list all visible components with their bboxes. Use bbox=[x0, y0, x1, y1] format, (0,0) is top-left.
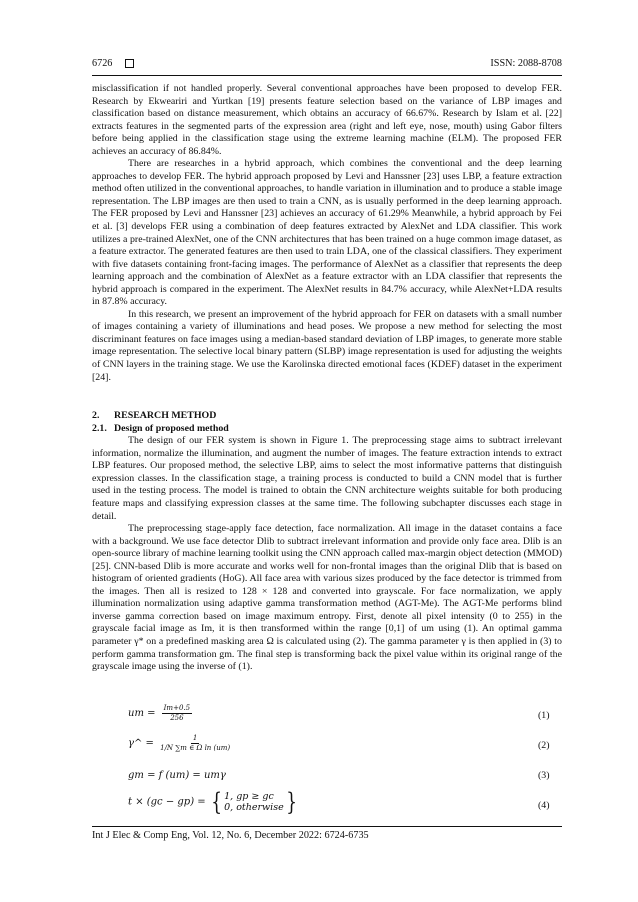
equation-2 bbox=[128, 734, 230, 753]
subsection-title: Design of proposed method bbox=[114, 422, 229, 434]
equation-1 bbox=[128, 704, 192, 723]
fraction bbox=[160, 734, 230, 753]
case-2: 0, otherwise bbox=[224, 802, 284, 813]
case-1: 1, gp ≥ gc bbox=[224, 791, 274, 802]
equation-lhs: um = bbox=[128, 708, 156, 719]
square-icon bbox=[125, 59, 134, 68]
paragraph: The preprocessing stage-apply face detection, face normalization. All image in the dataset contains a face with a background. We use face detector Dlib to subtract irrelevant information and provide only face area. Dlib is an open-source library of machine learning toolkit using the CNN approach called max-margin object detection (MMOD) [25]. CNN-based Dlib is more accurate and works well for non-frontal images than the original Dlib that is based on histogram of oriented gradients (HoG). All face area with various sizes produced by the face detector is trimmed from the images. Then all is resized to 128 × 128 and converted into grayscale. For face normalization, we apply illumination normalization using adaptive gamma transformation method (AGT-Me). The AGT-Me performs blind inverse gamma correction based on image maximum entropy. First, denote all pixel intensity (0 to 255) in the grayscale facial image as Im, it is then transformed within the range [0,1] of um using (1). An optimal gamma parameter γ* on a predefined masking area Ω is calculated using (2). The gamma parameter γ is then applied in (3) to perform gamma transformation gm. The final step is transforming back the pixel value within its original range of the grayscale image using the inverse of (1). bbox=[92, 523, 562, 673]
equation-number: (2) bbox=[538, 740, 550, 751]
page-number: 6726 bbox=[92, 58, 113, 69]
equation-number: (1) bbox=[538, 710, 550, 721]
section-number: 2. bbox=[92, 410, 100, 422]
paragraph: In this research, we present an improvement of the hybrid approach for FER on datasets with a small number of images containing a variety of illuminations and head poses. We propose a new method for selecting the most discriminant features on face images using a median-based standard deviation of LBP images, to generate more stable image representation. The selective local binary pattern (SLBP) image representation is used for adjusting the weights of CNN layers in the training stage. We use the Karolinska directed emotional faces (KDEF) dataset in the experiment [24]. bbox=[92, 308, 562, 383]
denominator: 256 bbox=[170, 714, 184, 722]
running-header bbox=[92, 58, 562, 72]
equation-number: (3) bbox=[538, 770, 550, 781]
section-title: RESEARCH METHOD bbox=[114, 410, 217, 422]
section-heading bbox=[92, 410, 562, 423]
denominator: 1/N ∑m ∈ Ω ln (um) bbox=[160, 744, 231, 752]
paragraph: There are researches in a hybrid approach, which combines the conventional and the deep learning approaches to develop FER. The hybrid approach proposed by Levi and Hanssner [23] uses LBP, a feature extraction method often utilized in the conventional approaches, to handle variation in illumination and to produce a stable image representation. The LBP images are then used to train a CNN, as is usually performed in the deep learning approach. The FER proposed by Levi and Hanssner [23] achieves an accuracy of 61.29% Meanwhile, a hybrid approach by Fei et al. [3] develops FER using a combination of deep features extracted by AlexNet and LDA classifier. This work utilizes a pre-trained AlexNet, one of the CNN architectures that has been trained on a huge common image dataset, as a feature extractor. The generated features are then used to train LDA, one of the classical classifiers. They experiment with five datasets containing front-facing images. The performance of AlexNet as a classifier that represents the deep learning approach and the combination of AlexNet as a feature extractor with an LDA classifier that represents the hybrid approach is compared in the experiment. The AlexNet results in 84.7% accuracy, while AlexNet+LDA results in 87.8% accuracy. bbox=[92, 158, 562, 308]
cases-brace: { 1, gp ≥ gc 0, otherwise } bbox=[211, 788, 297, 816]
fraction bbox=[162, 704, 192, 723]
paragraph: misclassification if not handled properly. Several conventional approaches have been proposed to develop FER. Research by Ekweariri and Yurtkan [19] presents feature selection based on the variance of LBP images and classification based on distance measurement, which obtains an accuracy of 66.67%. Research by Islam et al. [22] extracts features in the segmented parts of the expression area (right and left eye, nose, mouth) using Gabor filters before being applied in the classification stage using the extreme learning machine (ELM). The proposed FER achieves an accuracy of 86.84%. bbox=[92, 83, 562, 157]
footer-citation: Int J Elec & Comp Eng, Vol. 12, No. 6, December 2022: 6724-6735 bbox=[92, 830, 369, 841]
numerator: 1 bbox=[192, 734, 198, 742]
subsection-number: 2.1. bbox=[92, 422, 107, 434]
page-body bbox=[92, 83, 562, 674]
header-rule bbox=[92, 75, 562, 76]
paragraph: The design of our FER system is shown in Figure 1. The preprocessing stage aims to subtract irrelevant information, normalize the illumination, and augment the number of images. The feature extraction intends to extract LBP features. Our proposed method, the selective LBP, aims to select the most informative patterns that distinguish expression classes. In the classification stage, a training process is conducted to build a CNN model that is further used in the testing process. The model is trained to obtain the CNN architecture weights suitable for both producing feature maps and classifying expression classes at the same time. The following subchapter discusses each stage in detail. bbox=[92, 435, 562, 522]
issn: ISSN: 2088-8708 bbox=[490, 58, 562, 69]
numerator: Im+0.5 bbox=[163, 704, 191, 712]
equation-number: (4) bbox=[538, 800, 550, 811]
footer-rule bbox=[92, 826, 562, 827]
equation-lhs: t × (gc − gp) = bbox=[128, 796, 206, 808]
equation-lhs: γ^ = bbox=[128, 738, 154, 749]
subsection-heading bbox=[92, 423, 562, 436]
equation-4 bbox=[128, 790, 299, 814]
equation-3: gm = f (um) = umγ bbox=[128, 770, 226, 781]
